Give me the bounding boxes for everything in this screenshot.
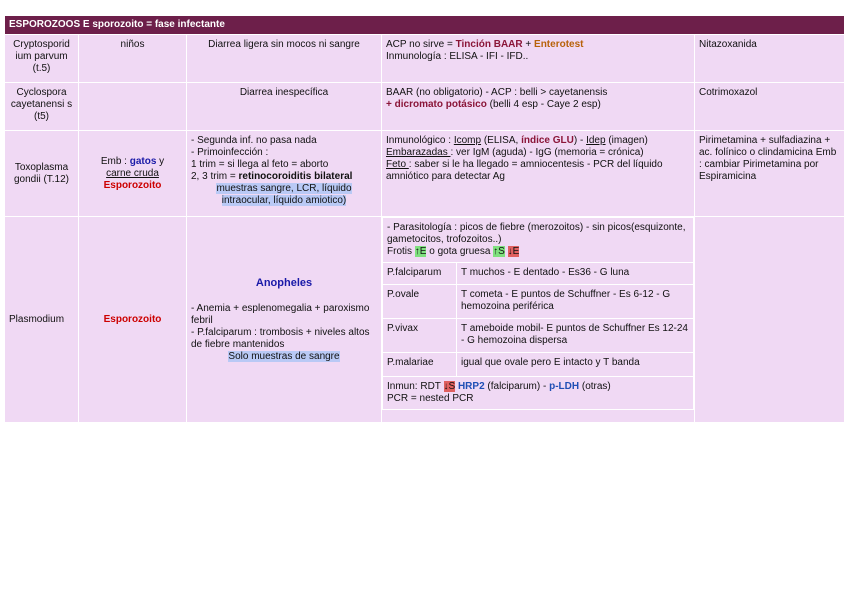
diag-text: (otras) bbox=[579, 381, 611, 392]
table-row bbox=[5, 217, 845, 423]
diag-highlight: p-LDH bbox=[549, 381, 580, 392]
table-title: ESPOROZOOS E sporozoito = fase infectante bbox=[5, 16, 845, 35]
diag-highlight: Enterotest bbox=[534, 39, 584, 50]
diag-text: PCR = nested PCR bbox=[387, 393, 474, 404]
diag-text: Inmunología : ELISA - IFI - IFD.. bbox=[386, 51, 529, 62]
diag-highlight: ↓E bbox=[507, 246, 520, 257]
risk-group bbox=[79, 131, 187, 217]
risk-group: niños bbox=[79, 35, 187, 83]
infective-stage: Esporozoito bbox=[103, 313, 162, 325]
diag-highlight: ↑E bbox=[414, 246, 427, 257]
diag-highlight: + dicromato potásico bbox=[386, 99, 487, 110]
parasitology-cell bbox=[383, 218, 694, 263]
clinical-cell: Diarrea inespecífica bbox=[187, 83, 382, 131]
diag-text: ) - bbox=[573, 135, 587, 146]
sample-note: muestras sangre, LCR, líquido intraocular, líquido amiotico) bbox=[216, 183, 352, 206]
treatment-cell bbox=[695, 217, 845, 423]
table-row bbox=[383, 353, 694, 377]
clinical-cell bbox=[187, 131, 382, 217]
diag-highlight: Tinción BAAR bbox=[455, 39, 523, 50]
diag-text: (falciparum) - bbox=[484, 381, 550, 392]
table-row bbox=[5, 83, 845, 131]
group-text: y bbox=[156, 155, 165, 167]
infective-stage: Esporozoito bbox=[103, 179, 162, 191]
immunology-cell bbox=[383, 377, 694, 410]
table-row bbox=[5, 131, 845, 217]
species-desc: T muchos - E dentado - Es36 - G luna bbox=[457, 263, 694, 285]
diag-text: Feto bbox=[386, 159, 409, 170]
clinical-cell bbox=[187, 217, 382, 423]
risk-group bbox=[79, 217, 187, 423]
diag-text: Inmun: RDT bbox=[387, 381, 444, 392]
diag-text: (belli 4 esp - Caye 2 esp) bbox=[486, 99, 601, 110]
diag-text: BAAR (no obligatorio) - ACP : belli > cayetanensis bbox=[386, 87, 608, 98]
diagnosis-cell bbox=[382, 83, 695, 131]
diagnosis-cell bbox=[382, 35, 695, 83]
diag-text: (imagen) bbox=[605, 135, 648, 146]
organism-name: Cryptosporid ium parvum (t.5) bbox=[5, 35, 79, 83]
organism-name: Toxoplasma gondii (T.12) bbox=[5, 131, 79, 217]
diag-text: o gota gruesa bbox=[426, 246, 494, 257]
table-row bbox=[383, 218, 694, 263]
diag-text: Inmunológico : bbox=[386, 135, 454, 146]
table-row bbox=[383, 319, 694, 353]
diag-text: + bbox=[522, 39, 535, 50]
species-name: P.malariae bbox=[383, 353, 457, 377]
clinic-highlight: retinocoroiditis bilateral bbox=[238, 171, 353, 182]
diag-text: ACP no sirve = bbox=[386, 39, 456, 50]
treatment-cell: Pirimetamina + sulfadiazina + ac. folínico o clindamicina Emb : cambiar Pirimetamina por Espiramicina bbox=[695, 131, 845, 217]
organism-name: Cyclospora cayetanensi s (t5) bbox=[5, 83, 79, 131]
group-highlight: gatos bbox=[129, 155, 157, 167]
species-desc: T ameboide mobil- E puntos de Schuffner Es 12-24 - G hemozoina dispersa bbox=[457, 319, 694, 353]
diag-text: Frotis bbox=[387, 246, 415, 257]
diag-text: : saber si le ha llegado = amniocentesis - PCR del líquido amniótico para detectar Ag bbox=[386, 159, 663, 182]
diag-text: (ELISA, bbox=[481, 135, 522, 146]
diag-highlight: índice GLU bbox=[521, 135, 574, 146]
diag-highlight: ↑S bbox=[493, 246, 505, 257]
clinic-line: - Anemia + esplenomegalia + paroxismo febril bbox=[191, 302, 370, 326]
table-row bbox=[383, 263, 694, 285]
diag-highlight: ↓S bbox=[443, 381, 456, 392]
risk-group bbox=[79, 83, 187, 131]
table-row bbox=[383, 285, 694, 319]
parasite-table bbox=[4, 15, 845, 423]
clinic-line: 1 trim = si llega al feto = aborto bbox=[191, 159, 329, 170]
species-name: P.falciparum bbox=[383, 263, 457, 285]
clinic-line: 2, 3 trim = bbox=[191, 171, 239, 182]
diag-highlight: HRP2 bbox=[457, 381, 485, 392]
vector-name: Anopheles bbox=[255, 276, 313, 289]
species-table bbox=[382, 217, 694, 410]
diag-text: Icomp bbox=[453, 135, 482, 146]
group-text: Emb : bbox=[100, 155, 130, 167]
diagnosis-cell bbox=[382, 131, 695, 217]
organism-name: Plasmodium bbox=[5, 217, 79, 423]
table-row bbox=[383, 377, 694, 410]
diag-text: : ver IgM (aguda) - IgG (memoria = crónica) bbox=[450, 147, 644, 158]
species-name: P.ovale bbox=[383, 285, 457, 319]
treatment-cell: Nitazoxanida bbox=[695, 35, 845, 83]
clinic-line: - Primoinfección : bbox=[191, 147, 269, 158]
clinical-cell: Diarrea ligera sin mocos ni sangre bbox=[187, 35, 382, 83]
clinic-line: - P.falciparum : trombosis + niveles altos de fiebre mantenidos bbox=[191, 326, 370, 350]
table-row bbox=[5, 35, 845, 83]
species-name: P.vivax bbox=[383, 319, 457, 353]
species-desc: T cometa - E puntos de Schuffner - Es 6-12 - G hemozoina periférica bbox=[457, 285, 694, 319]
diag-text: - Parasitología : picos de fiebre (merozoitos) - sin picos(esquizonte, gametocitos, trofozoitos..) bbox=[387, 222, 686, 245]
diag-text: Embarazadas bbox=[386, 147, 451, 158]
clinic-line: - Segunda inf. no pasa nada bbox=[191, 135, 317, 146]
treatment-cell: Cotrimoxazol bbox=[695, 83, 845, 131]
sample-note: Solo muestras de sangre bbox=[228, 350, 340, 362]
diagnosis-cell bbox=[382, 217, 695, 423]
diag-text: Idep bbox=[586, 135, 606, 146]
species-desc: igual que ovale pero E intacto y T banda bbox=[457, 353, 694, 377]
group-text: carne cruda bbox=[106, 167, 159, 179]
